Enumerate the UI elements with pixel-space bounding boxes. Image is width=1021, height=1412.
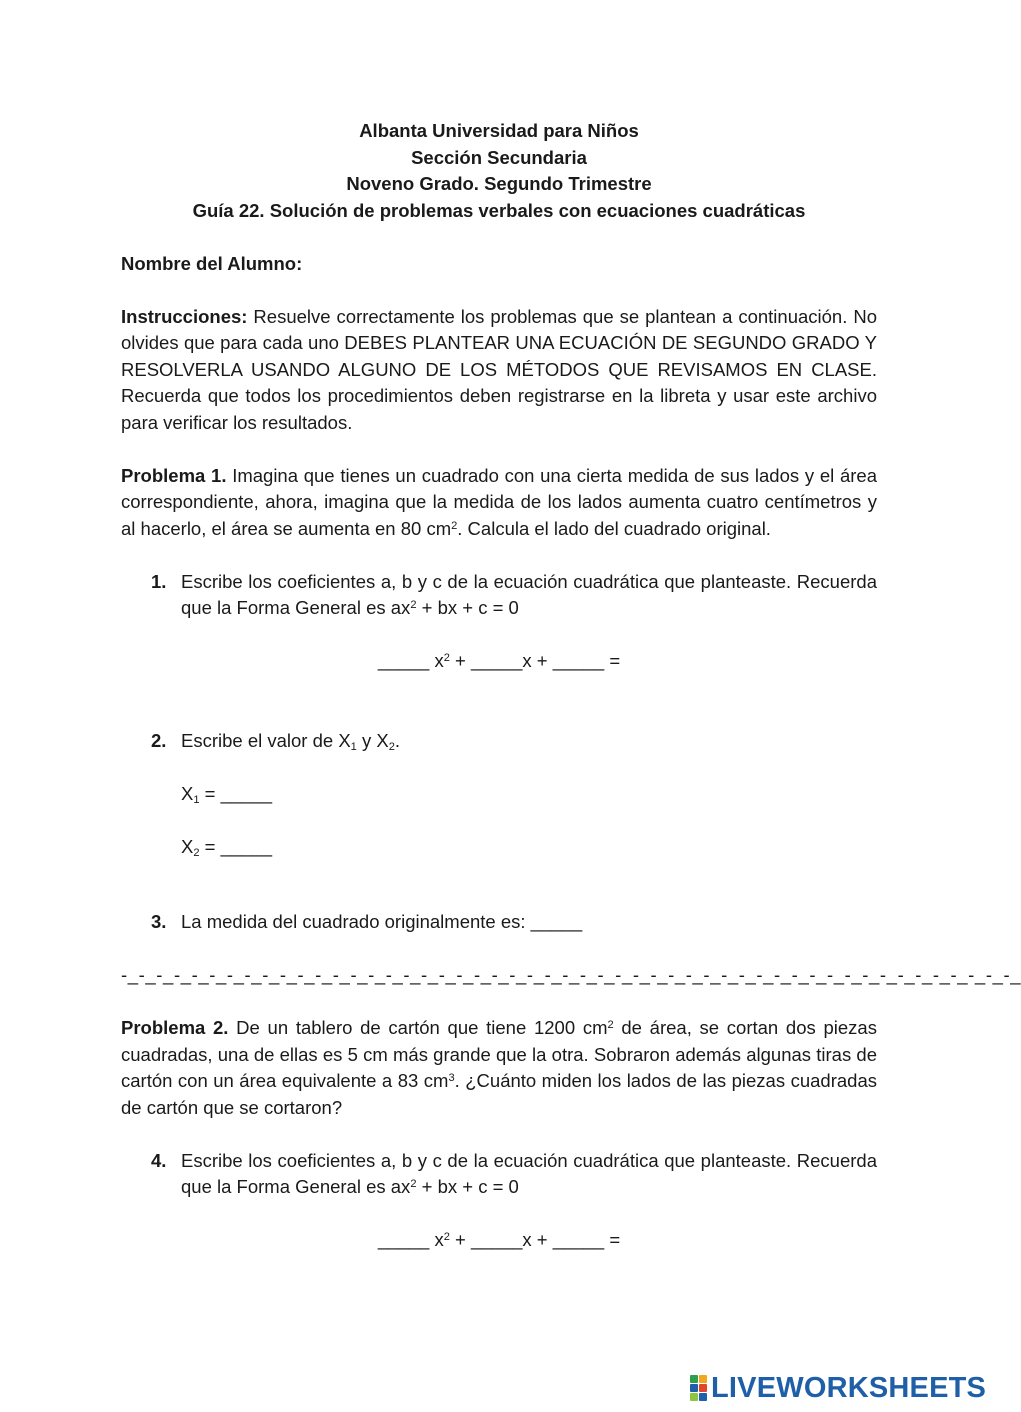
x1-answer-blank[interactable] <box>121 781 877 808</box>
equation-blank-4[interactable] <box>121 1227 877 1254</box>
question-3[interactable] <box>121 909 877 936</box>
worksheet-header <box>121 118 877 224</box>
problem-1-text-end: . Calcula el lado del cuadrado original. <box>457 517 771 539</box>
problem-1 <box>121 463 877 543</box>
equation-part: + _____x + _____ = <box>449 1229 621 1250</box>
question-3-text: La medida del cuadrado originalmente es: _____ <box>181 911 583 932</box>
question-2-text: Escribe el valor de X <box>181 729 351 751</box>
problem-2-text-end: . ¿Cuánto miden los lados de las piezas cuadradas de cartón que se cortaron? <box>121 1070 877 1118</box>
problem-2-text: De un tablero de cartón que tiene 1200 cm <box>228 1017 608 1038</box>
equation-part: + _____x + _____ = <box>449 650 621 671</box>
question-2-text: . <box>394 729 401 751</box>
superscript: 2 <box>410 598 417 611</box>
x2-answer-blank[interactable] <box>121 834 877 861</box>
subscript: 2 <box>193 846 200 859</box>
question-4-number: 4. <box>151 1149 167 1171</box>
instructions-label: Instrucciones: <box>121 305 248 327</box>
equation-part: _____ x <box>377 650 444 671</box>
question-2 <box>121 728 877 755</box>
x2-label: X <box>181 835 194 857</box>
superscript: 2 <box>607 1018 614 1031</box>
x1-blank: = _____ <box>199 782 273 804</box>
grade-term: Noveno Grado. Segundo Trimestre <box>346 173 652 194</box>
instructions <box>121 304 877 437</box>
liveworksheets-logo <box>690 1372 986 1404</box>
question-1-text-end: + bx + c = 0 <box>416 597 519 618</box>
problem-1-label: Problema 1. <box>121 464 227 486</box>
superscript: 2 <box>443 651 450 664</box>
question-1 <box>121 569 877 622</box>
superscript: 3 <box>448 1071 455 1084</box>
problem-2-label: Problema 2. <box>121 1017 229 1038</box>
liveworksheets-logo-icon <box>690 1375 707 1401</box>
superscript: 2 <box>451 519 458 532</box>
question-4-text-end: + bx + c = 0 <box>416 1176 519 1197</box>
question-4-text: Escribe los coeficientes a, b y c de la ecuación cuadrática que planteaste. Recuerda que la Forma General es ax <box>181 1149 877 1197</box>
x1-label: X <box>181 782 194 804</box>
question-1-text: Escribe los coeficientes a, b y c de la ecuación cuadrática que planteaste. Recuerda que la Forma General es ax <box>181 570 877 618</box>
worksheet-page <box>121 118 1021 1254</box>
question-2-number: 2. <box>151 729 167 751</box>
liveworksheets-brand-name: LIVEWORKSHEETS <box>711 1371 987 1404</box>
subscript: 1 <box>193 793 200 806</box>
question-1-number: 1. <box>151 570 167 592</box>
guide-title: Guía 22. Solución de problemas verbales con ecuaciones cuadráticas <box>192 199 806 221</box>
section-separator: -_-_-_-_-_-_-_-_-_-_-_-_-_-_-_-_-_-_-_-_-_-_-_-_-_-_-_-_-_-_-_-_-_-_-_-_-_-_-_-_-_-_-_-_-_-_-_-_-_-_-_ <box>121 964 1021 985</box>
subscript: 2 <box>388 740 395 753</box>
superscript: 2 <box>443 1230 450 1243</box>
student-name-label: Nombre del Alumno: <box>121 252 303 274</box>
subscript: 1 <box>350 740 357 753</box>
question-4 <box>121 1148 877 1201</box>
school-name: Albanta Universidad para Niños <box>359 120 639 141</box>
x2-blank: = _____ <box>199 835 273 857</box>
question-3-number: 3. <box>151 911 167 932</box>
section-name: Sección Secundaria <box>411 146 587 168</box>
equation-blank-1[interactable] <box>121 648 877 675</box>
problem-2 <box>121 1015 877 1121</box>
problem-1-text: Imagina que tienes un cuadrado con una cierta medida de sus lados y el área correspondiente, ahora, imagina que la medida de los lados aumenta cuatro centímetros y al hacerlo, el área se aumenta en 80 cm <box>121 464 877 539</box>
problem-2-text: de área, se cortan dos piezas cuadradas, una de ellas es 5 cm más grande que la otra. Sobraron además algunas tiras de cartón con un área equivalente a 83 cm <box>121 1017 877 1091</box>
instructions-text: Resuelve correctamente los problemas que se plantean a continuación. No olvides que para cada uno DEBES PLANTEAR UNA ECUACIÓN DE SEGUNDO GRADO Y RESOLVERLA USANDO ALGUNO DE LOS MÉTODOS QUE REVISAMOS EN CLASE. Recuerda que todos los procedimientos deben registrarse en la libreta y usar este archivo para verificar los resultados. <box>121 305 877 433</box>
question-2-text: y X <box>356 729 389 751</box>
equation-part: _____ x <box>377 1229 444 1250</box>
superscript: 2 <box>410 1177 417 1190</box>
